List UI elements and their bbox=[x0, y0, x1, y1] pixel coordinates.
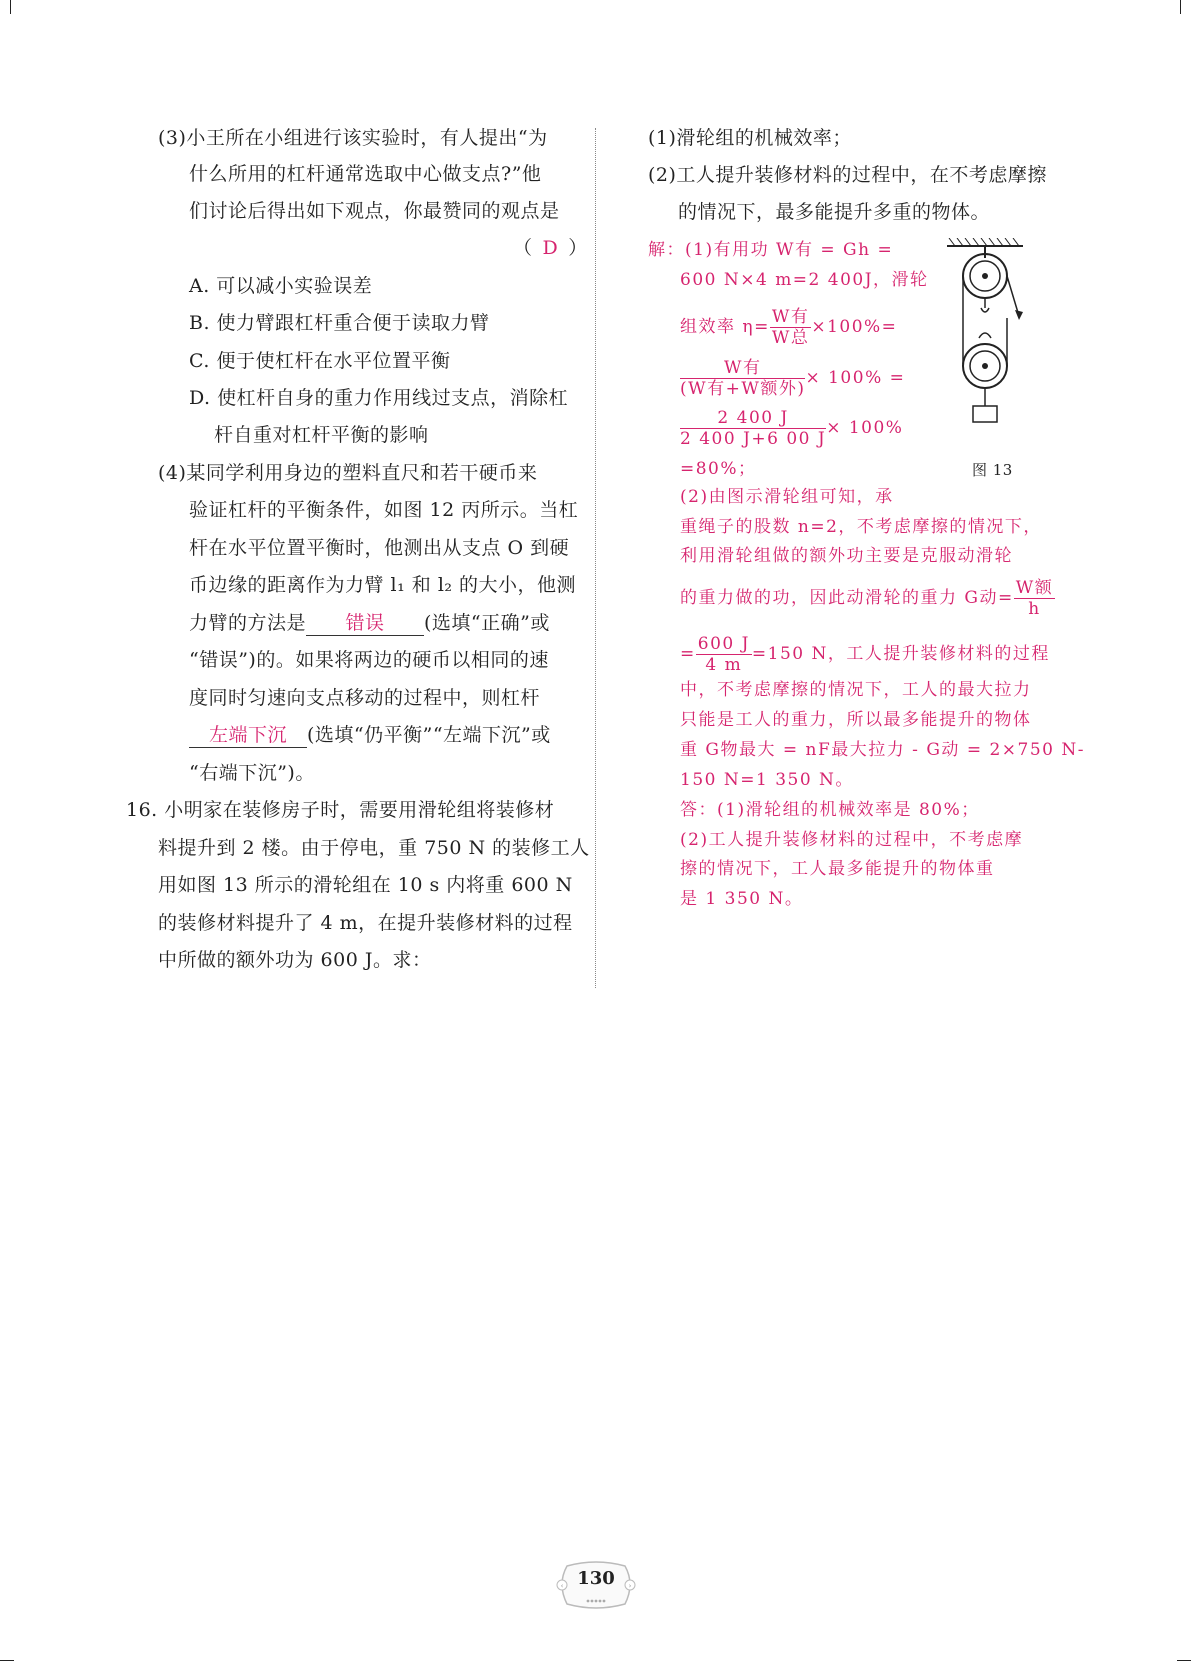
sol-line-13: 只能是工人的重力，所以最多能提升的物体 bbox=[680, 710, 1032, 730]
q16-line-1: 16. 小明家在装修房子时，需要用滑轮组将装修材 bbox=[126, 799, 555, 821]
crop-mark-bottom-left bbox=[0, 1660, 14, 1661]
pulley-diagram bbox=[945, 238, 1025, 433]
q16-ask-2b: 的情况下，最多能提升多重的物体。 bbox=[678, 201, 991, 223]
crop-mark-bottom-right bbox=[1177, 1660, 1191, 1661]
sol-line-10: 的重力做的功，因此动滑轮的重力 G动= $\frac{\text{W额}}{h}$ bbox=[680, 578, 1054, 619]
q16-line-4: 的装修材料提升了 4 m，在提升装修材料的过程 bbox=[158, 912, 573, 934]
sol-line-1: 解：(1)有用功 W有 = Gh = bbox=[648, 240, 894, 260]
q4-line-3: 杆在水平位置平衡时，他测出从支点 O 到硬 bbox=[189, 537, 570, 559]
sol-answer-2a: (2)工人提升装修材料的过程中，不考虑摩 bbox=[680, 830, 1024, 850]
fraction-150N: $\frac{600 J}{4 m}$ bbox=[697, 634, 750, 675]
q4-line-4: 币边缘的距离作为力臂 l₁ 和 l₂ 的大小，他测 bbox=[189, 574, 577, 596]
q3-option-b: B. 使力臂跟杠杆重合便于读取力臂 bbox=[189, 312, 490, 334]
q3-option-a: A. 可以减小实验误差 bbox=[189, 275, 373, 297]
fraction-efficiency-2: $\frac{\text{W有}}{\text{(W有+W额外)}}$ bbox=[680, 358, 806, 399]
q4-line-7: 度同时匀速向支点移动的过程中，则杠杆 bbox=[189, 687, 541, 709]
q3-answer: （ D ） bbox=[513, 237, 588, 259]
q4-line-5: 力臂的方法是 错误 (选填“正确”或 bbox=[189, 612, 550, 634]
q3-line-2: 什么所用的杠杆通常选取中心做支点?”他 bbox=[189, 163, 542, 185]
q16-line-2: 料提升到 2 楼。由于停电，重 750 N 的装修工人 bbox=[158, 837, 590, 859]
q4-line-9: “右端下沉”)。 bbox=[189, 762, 315, 784]
q3-line-1: (3)小王所在小组进行该实验时，有人提出“为 bbox=[158, 127, 548, 149]
q16-ask-2a: (2)工人提升装修材料的过程中，在不考虑摩擦 bbox=[648, 164, 1047, 186]
fraction-efficiency-1: $\frac{\text{W有}}{\text{W总}}$ bbox=[771, 307, 810, 348]
sol-line-4: $\frac{\text{W有}}{\text{(W有+W额外)}}$ × 100% = bbox=[680, 358, 906, 399]
page-number: 130 bbox=[577, 1568, 615, 1589]
sol-line-3: 组效率 η= $\frac{\text{W有}}{\text{W总}}$ ×100%= bbox=[680, 307, 898, 348]
svg-text:‹: ‹ bbox=[560, 1582, 564, 1590]
q3-option-d-cont: 杆自重对杠杆平衡的影响 bbox=[214, 424, 429, 446]
q4-line-6: “错误”)的。如果将两边的硬币以相同的速 bbox=[189, 649, 549, 671]
fraction-pulley-weight: $\frac{\text{W额}}{h}$ bbox=[1015, 578, 1054, 619]
q16-ask-1: (1)滑轮组的机械效率； bbox=[648, 127, 852, 149]
sol-line-12: 中，不考虑摩擦的情况下，工人的最大拉力 bbox=[680, 680, 1032, 700]
q16-line-5: 中所做的额外功为 600 J。求： bbox=[158, 949, 432, 971]
q3-option-d: D. 使杠杆自身的重力作用线过支点，消除杠 bbox=[189, 387, 569, 409]
sol-line-14: 重 G物最大 = nF最大拉力 - G动 = 2×750 N- bbox=[680, 740, 1085, 760]
sol-line-5: $\frac{2 400 J}{2 400 J+6 00 J}$ × 100% bbox=[680, 408, 904, 449]
sol-answer-1: 答：(1)滑轮组的机械效率是 80%； bbox=[680, 800, 980, 820]
q3-line-3: 们讨论后得出如下观点，你最赞同的观点是 bbox=[189, 200, 560, 222]
crop-mark-top-right bbox=[1180, 0, 1181, 14]
sol-line-2: 600 N×4 m=2 400J，滑轮 bbox=[680, 270, 929, 290]
q3-option-c: C. 便于使杠杆在水平位置平衡 bbox=[189, 350, 451, 372]
sol-line-11: = $\frac{600 J}{4 m}$ =150 N，工人提升装修材料的过程 bbox=[680, 634, 1050, 675]
crop-mark-top-left bbox=[10, 0, 11, 14]
sol-line-15: 150 N=1 350 N。 bbox=[680, 770, 854, 790]
sol-line-7: (2)由图示滑轮组可知，承 bbox=[680, 487, 894, 507]
q4-blank-2: 左端下沉 bbox=[189, 723, 307, 748]
sol-line-8: 重绳子的股数 n=2，不考虑摩擦的情况下， bbox=[680, 517, 1042, 537]
q4-line-2: 验证杠杆的平衡条件，如图 12 丙所示。当杠 bbox=[189, 499, 579, 521]
column-divider bbox=[595, 128, 596, 988]
sol-line-6: =80%； bbox=[680, 459, 757, 479]
sol-answer-2b: 擦的情况下，工人最多能提升的物体重 bbox=[680, 859, 995, 879]
svg-text:›: › bbox=[628, 1582, 632, 1590]
sol-answer-2c: 是 1 350 N。 bbox=[680, 889, 804, 909]
q16-line-3: 用如图 13 所示的滑轮组在 10 s 内将重 600 N bbox=[158, 874, 573, 896]
figure-13-caption: 图 13 bbox=[972, 461, 1013, 479]
q4-line-1: (4)某同学利用身边的塑料直尺和若干硬币来 bbox=[158, 462, 538, 484]
page-number-badge bbox=[555, 1560, 637, 1612]
fraction-efficiency-3: $\frac{2 400 J}{2 400 J+6 00 J}$ bbox=[680, 408, 827, 449]
sol-line-9: 利用滑轮组做的额外功主要是克服动滑轮 bbox=[680, 546, 1013, 566]
q4-line-8: 左端下沉 (选填“仍平衡”“左端下沉”或 bbox=[189, 723, 551, 748]
q4-blank-1: 错误 bbox=[306, 611, 424, 636]
